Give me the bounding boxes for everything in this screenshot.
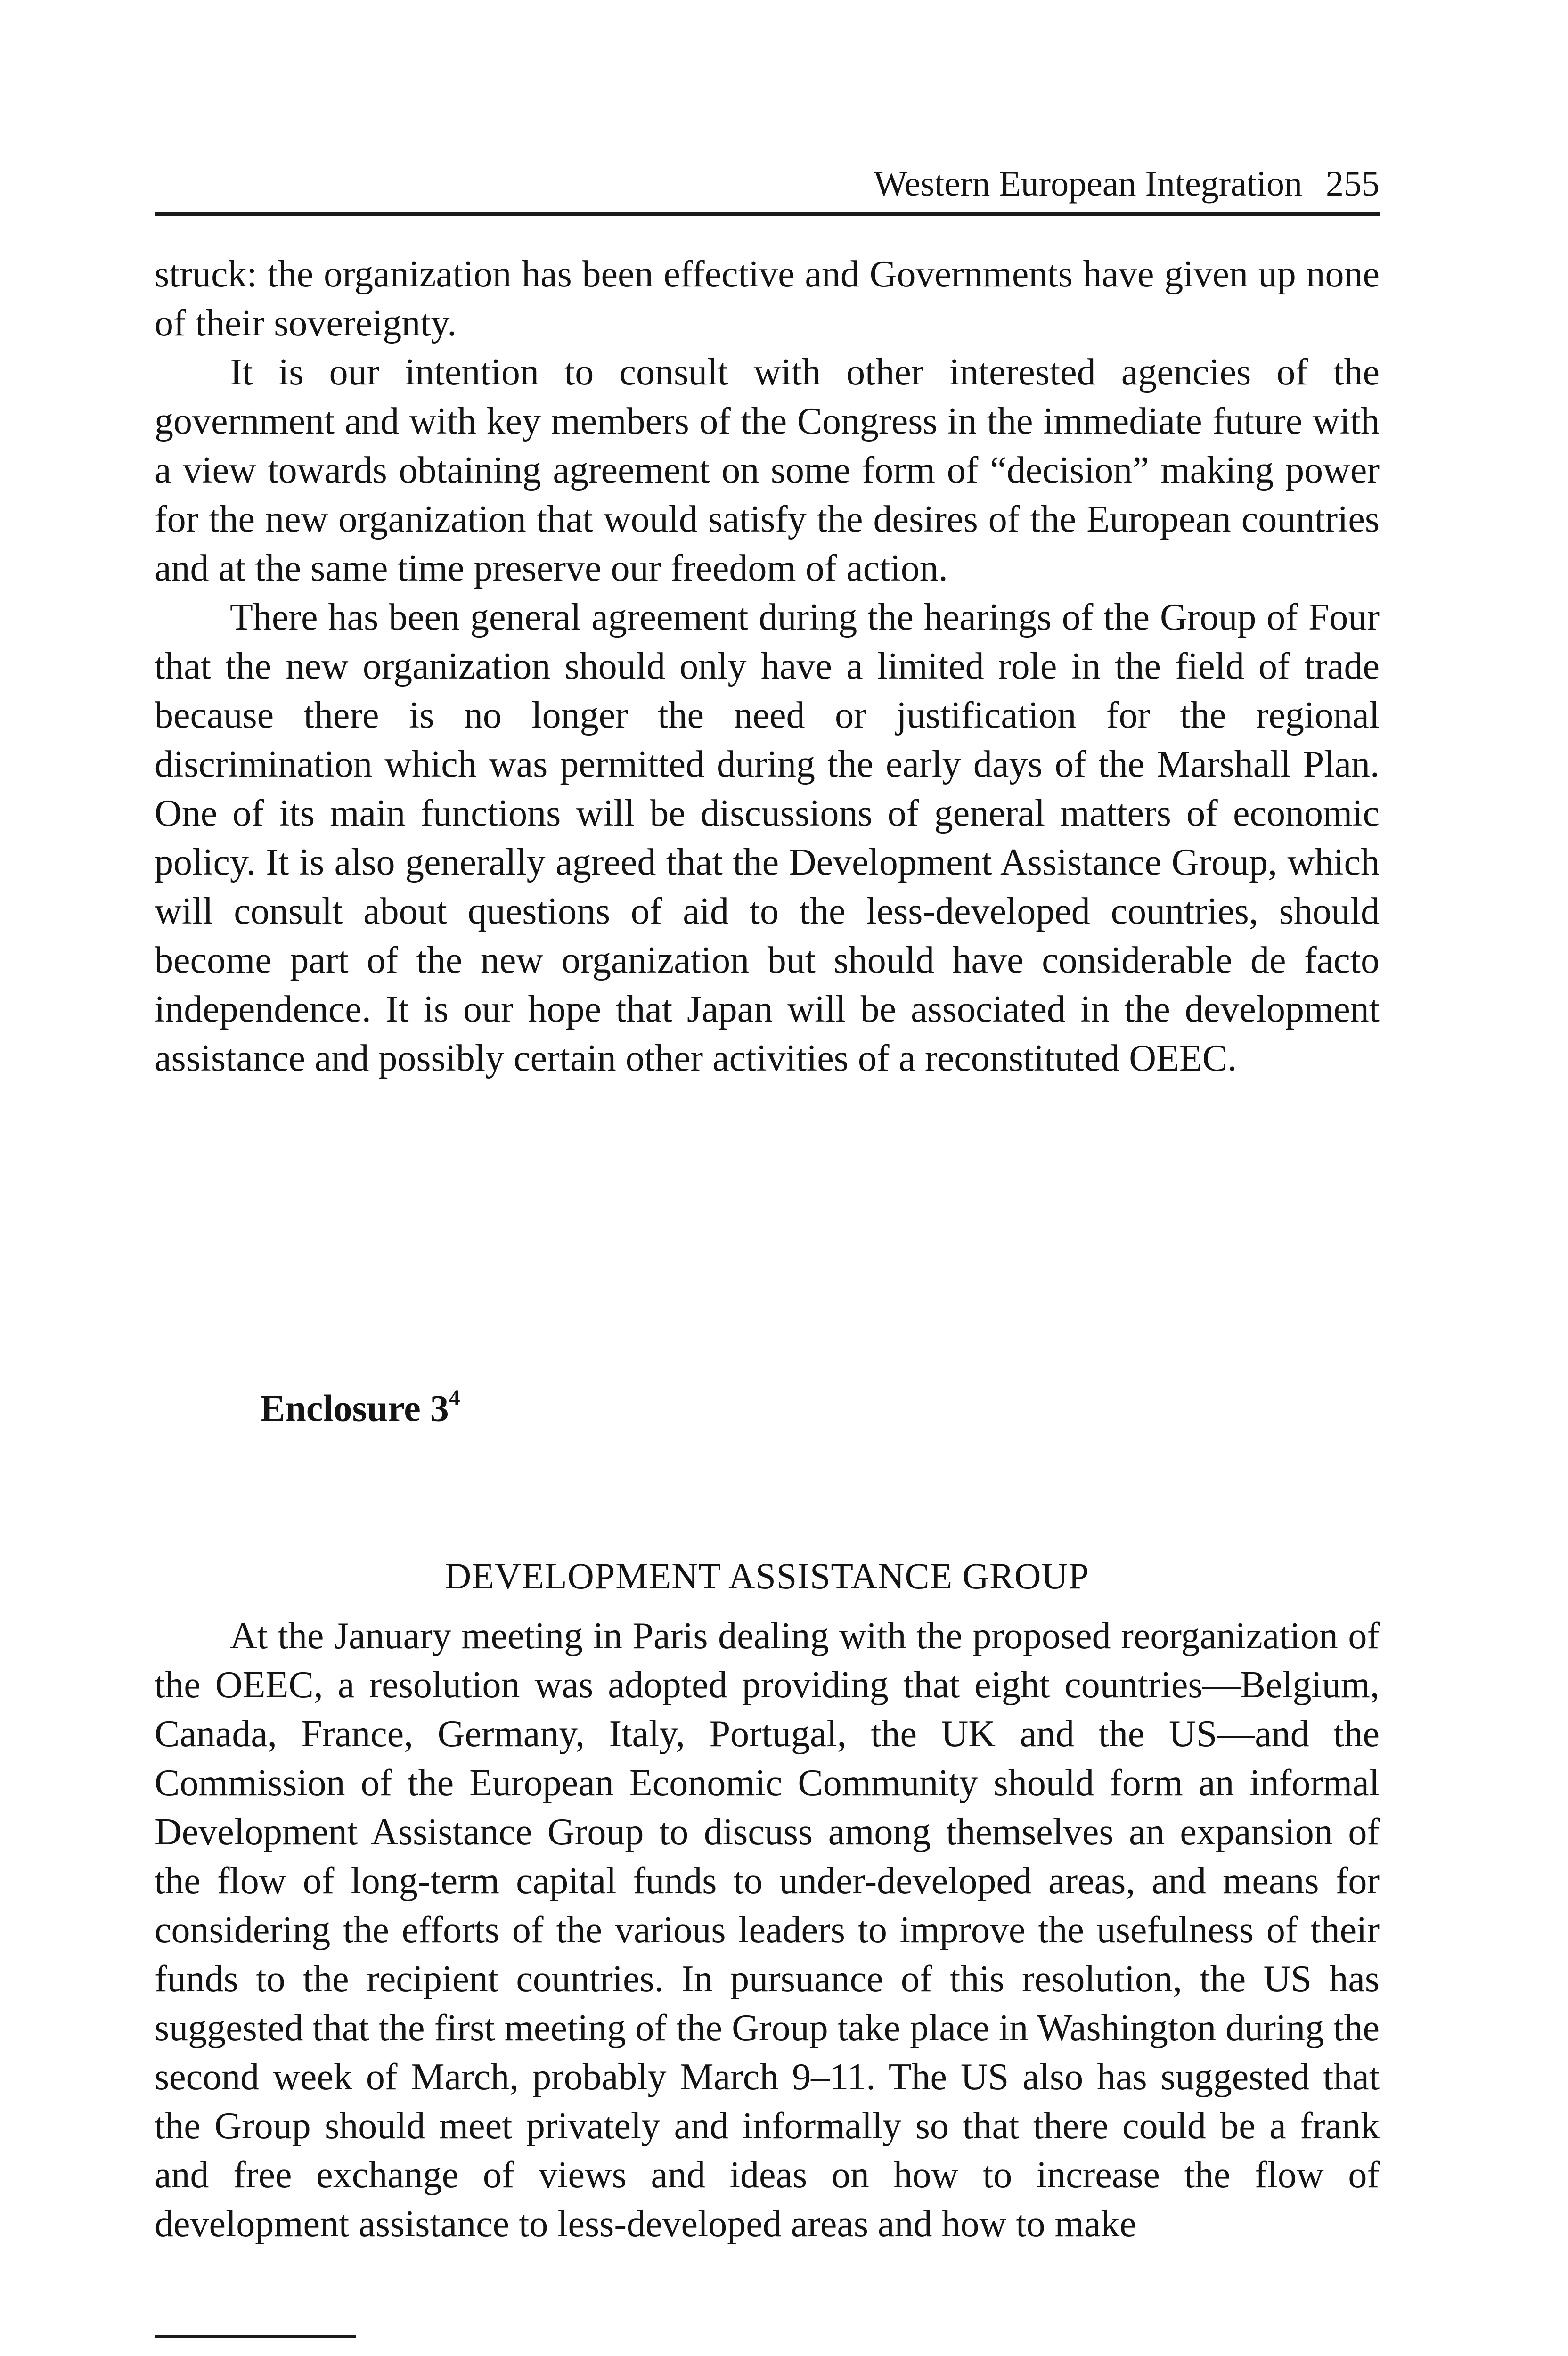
section-title: DEVELOPMENT ASSISTANCE GROUP	[444, 1555, 1090, 1596]
enclosure-title: Enclosure 3	[260, 1388, 449, 1430]
section-body	[155, 1612, 1380, 2249]
footnote-reference: 4	[449, 1385, 460, 1410]
paragraph: At the January meeting in Paris dealing with the proposed reorganization of the OEEC, a resolution was adopted providing that eight countries—Belgium, Canada, France, Germany, Italy, Portugal, the UK and the US—and the Commission of the European Economic Community should form an informal Development Assistance Group to discuss among themselves an expansion of the flow of long-term capital funds to under-developed areas, and means for considering the efforts of the various leaders to improve the usefulness of their funds to the recipient countries. In pursuance of this resolution, the US has suggested that the first meeting of the Group take place in Washington during the second week of March, probably March 9–11. The US also has suggested that the Group should meet privately and informally so that there could be a frank and free exchange of views and ideas on how to increase the flow of development assistance to less-developed areas and how to make	[155, 1615, 1380, 2245]
running-header	[155, 155, 1380, 212]
body-text	[155, 250, 1380, 1083]
paragraph-continued: struck: the organization has been effective and Governments have given up none of their sovereignty.	[155, 254, 1380, 344]
page-number: 255	[1326, 164, 1380, 204]
footnote-rule	[155, 2335, 356, 2338]
paragraph: It is our intention to consult with other interested agencies of the government and with key members of the Congress in the immediate future with a view towards obtaining agreement on some form of “decision” making power for the new organization that would satisfy the desires of the European countries and at the same time preserve our freedom of action.	[155, 352, 1380, 589]
enclosure-heading	[260, 1375, 460, 1435]
running-title: Western European Integration	[874, 164, 1302, 204]
header-rule	[155, 212, 1380, 216]
paragraph: There has been general agreement during the hearings of the Group of Four that the new organization should only have a limited role in the field of trade because there is no longer the need or justification for the regional discrimination which was permitted during the early days of the Marshall Plan. One of its main functions will be discussions of general matters of economic policy. It is also generally agreed that the Development Assistance Group, which will consult about questions of aid to the less-developed countries, should become part of the new organization but should have considerable de facto independence. It is our hope that Japan will be associated in the development assistance and possibly certain other activities of a reconstituted OEEC.	[155, 597, 1380, 1079]
